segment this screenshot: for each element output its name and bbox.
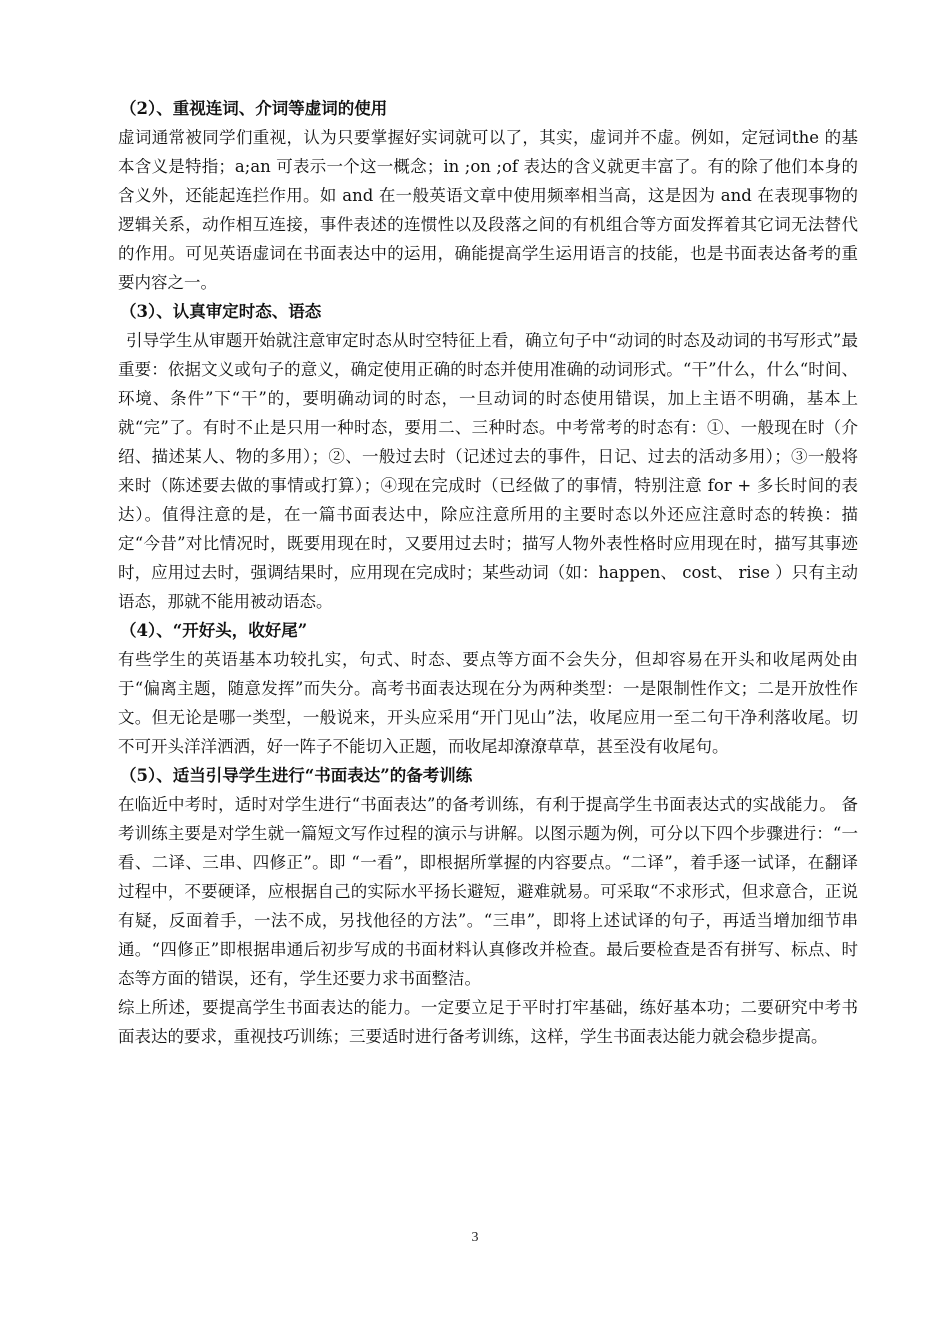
section-2-paragraph: 虚词通常被同学们重视，认为只要掌握好实词就可以了，其实，虚词并不虚。例如，定冠词the 的基本含义是特指；a;an 可表示一个这一概念；in ;on ;of 表达的含义就更丰富了。有的除了他们本身的含义外，还能起连拦作用。如 and 在一般英语文章中使用频率相当高，这是因为 and 在表现事物的逻辑关系，动作相互连接，事件表述的连惯性以及段落之间的有机组合等方面发挥着其它词无法替代的作用。可见英语虚词在书面表达中的运用，确能提高学生运用语言的技能，也是书面表达备考的重要内容之一。 (118, 128, 858, 292)
section-3-heading: （3）、认真审定时态、语态 (120, 302, 322, 321)
conclusion-paragraph: 综上所述，要提高学生书面表达的能力。一定要立足于平时打牢基础，练好基本功；二要研究中考书面表达的要求，重视技巧训练；三要适时进行备考训练，这样，学生书面表达能力就会稳步提高。 (118, 998, 858, 1046)
page-number: 3 (471, 1230, 479, 1245)
section-2-heading: （2）、重视连词、介词等虚词的使用 (120, 99, 388, 118)
section-5-paragraph: 在临近中考时，适时对学生进行“书面表达”的备考训练，有利于提高学生书面表达式的实战能力。 备考训练主要是对学生就一篇短文写作过程的演示与讲解。以图示题为例，可分以下四个步骤进行：“一看、二译、三串、四修正”。即 “一看”，即根据所掌握的内容要点。“二译”，着手逐一试译，在翻译过程中，不要硬译，应根据自己的实际水平扬长避短，避难就易。可采取“不求形式，但求意合，正说有疑，反面着手，一法不成，另找他径的方法”。“三串”，即将上述试译的句子，再适当增加细节串通。“四修正”即根据串通后初步写成的书面材料认真修改并检查。最后要检查是否有拼写、标点、时态等方面的错误，还有，学生还要力求书面整洁。 (118, 795, 858, 988)
section-4-heading: （4）、“开好头，收好尾” (120, 621, 308, 640)
section-3-paragraph: 引导学生从审题开始就注意审定时态从时空特征上看，确立句子中“动词的时态及动词的书写形式”最重要：依据文义或句子的意义，确定使用正确的时态并使用准确的动词形式。“干”什么，什么“时间、环境、条件”下“干”的，要明确动词的时态，一旦动词的时态使用错误，加上主语不明确，基本上就“完”了。有时不止是只用一种时态，要用二、三种时态。中考常考的时态有：①、一般现在时（介绍、描述某人、物的多用）；②、一般过去时（记述过去的事件，日记、过去的活动多用）；③一般将来时（陈述要去做的事情或打算）；④现在完成时（已经做了的事情，特别注意 for + 多长时间的表达）。值得注意的是，在一篇书面表达中，除应注意所用的主要时态以外还应注意时态的转换：描定“今昔”对比情况时，既要用现在时，又要用过去时；描写人物外表性格时应用现在时，描写其事迹时，应用过去时，强调结果时，应用现在完成时；某些动词（如：happen、 cost、 rise ）只有主动语态，那就不能用被动语态。 (118, 331, 858, 611)
section-5-heading: （5）、适当引导学生进行“书面表达”的备考训练 (120, 766, 473, 785)
page-body (118, 94, 858, 1051)
section-4-paragraph: 有些学生的英语基本功较扎实，句式、时态、要点等方面不会失分，但却容易在开头和收尾两处由于“偏离主题，随意发挥”而失分。高考书面表达现在分为两种类型：一是限制性作文；二是开放性作文。但无论是哪一类型，一般说来，开头应采用“开门见山”法，收尾应用一至二句干净利落收尾。切不可开头洋洋洒洒，好一阵子不能切入正题，而收尾却潦潦草草，甚至没有收尾句。 (118, 650, 858, 756)
